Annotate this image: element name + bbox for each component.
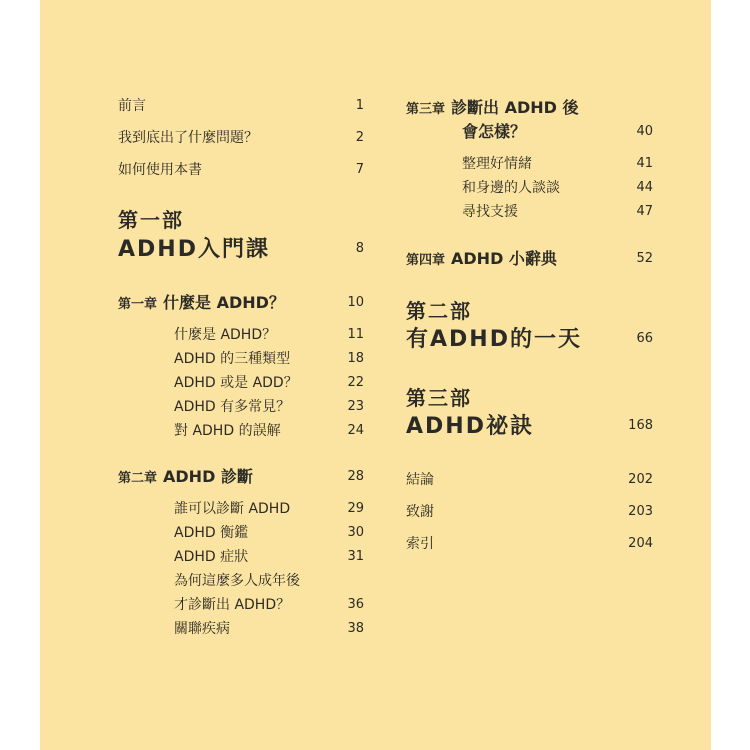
entry-page: 40	[636, 124, 653, 139]
toc-entry-conclusion[interactable]	[406, 468, 653, 492]
entry-title: 索引	[406, 536, 434, 552]
toc-subentry[interactable]	[118, 419, 364, 443]
chapter-title: 會怎樣？	[462, 122, 527, 141]
chapter-title: 什麼是 ADHD？	[163, 293, 285, 312]
entry-title: ADHD 的三種類型	[174, 351, 291, 367]
part-label: 第一部	[118, 208, 184, 232]
toc-chapter1[interactable]	[118, 291, 364, 315]
entry-page: 7	[355, 162, 364, 177]
entry-page: 1	[355, 98, 364, 113]
toc-subentry[interactable]	[118, 521, 364, 545]
part-title: ADHD祕訣	[406, 414, 534, 439]
toc-subentry[interactable]	[118, 617, 364, 641]
entry-title: 整理好情緒	[462, 156, 532, 172]
chapter-label: 第三章	[406, 102, 446, 117]
part-label: 第三部	[406, 386, 472, 410]
entry-page: 30	[347, 525, 364, 540]
toc-page	[40, 0, 711, 750]
entry-title: ADHD 衡鑑	[174, 525, 249, 541]
toc-entry-preface[interactable]	[118, 94, 364, 118]
toc-subentry[interactable]	[406, 176, 653, 200]
chapter-label: 第二章	[118, 471, 158, 486]
toc-chapter2[interactable]	[118, 465, 364, 489]
entry-title: 關聯疾病	[174, 621, 230, 637]
entry-title: 前言	[118, 98, 146, 114]
toc-part3[interactable]	[406, 414, 653, 440]
entry-page: 10	[347, 295, 364, 310]
toc-subentry[interactable]	[118, 371, 364, 395]
entry-title: 什麼是 ADHD？	[174, 327, 277, 343]
entry-page: 11	[347, 327, 364, 342]
toc-subentry[interactable]	[118, 593, 364, 617]
entry-title: 致謝	[406, 504, 434, 520]
entry-page: 202	[628, 472, 653, 487]
entry-page: 23	[347, 399, 364, 414]
entry-page: 36	[347, 597, 364, 612]
entry-title: 才診斷出 ADHD？	[174, 597, 291, 613]
toc-subentry[interactable]	[406, 200, 653, 224]
entry-page: 66	[636, 331, 653, 346]
entry-page: 204	[628, 536, 653, 551]
entry-title: 誰可以診斷 ADHD	[174, 501, 291, 517]
entry-page: 47	[636, 204, 653, 219]
toc-chapter4[interactable]	[406, 247, 653, 271]
toc-subentry[interactable]	[118, 347, 364, 371]
chapter-title: ADHD 診斷	[163, 467, 253, 486]
part-title: ADHD入門課	[118, 237, 270, 262]
toc-part1-label	[118, 207, 364, 233]
part-title: 有ADHD的一天	[406, 327, 582, 352]
toc-part2-label	[406, 298, 653, 324]
entry-title: 如何使用本書	[118, 162, 202, 178]
entry-title: ADHD 症狀	[174, 549, 249, 565]
part-label: 第二部	[406, 299, 472, 323]
toc-entry-index[interactable]	[406, 532, 653, 556]
toc-subentry[interactable]	[118, 497, 364, 521]
entry-title: ADHD 有多常見？	[174, 399, 291, 415]
entry-page: 18	[347, 351, 364, 366]
toc-subentry[interactable]	[118, 569, 364, 593]
entry-title: 結論	[406, 472, 434, 488]
entry-title: 為何這麼多人成年後	[174, 573, 300, 589]
entry-page: 38	[347, 621, 364, 636]
entry-page: 41	[636, 156, 653, 171]
toc-chapter3-line2[interactable]	[406, 120, 653, 144]
entry-title: 和身邊的人談談	[462, 180, 560, 196]
toc-entry-whats-wrong[interactable]	[118, 126, 364, 150]
entry-page: 28	[347, 469, 364, 484]
entry-page: 203	[628, 504, 653, 519]
toc-subentry[interactable]	[118, 545, 364, 569]
entry-title: 尋找支援	[462, 204, 518, 220]
entry-page: 2	[355, 130, 364, 145]
toc-entry-how-to-use[interactable]	[118, 158, 364, 182]
entry-title: 我到底出了什麼問題？	[118, 130, 258, 146]
entry-page: 24	[347, 423, 364, 438]
entry-page: 22	[347, 375, 364, 390]
entry-page: 52	[636, 251, 653, 266]
toc-chapter3[interactable]	[406, 96, 653, 120]
toc-subentry[interactable]	[118, 323, 364, 347]
toc-entry-acknowledgements[interactable]	[406, 500, 653, 524]
toc-part1[interactable]	[118, 237, 364, 263]
entry-title: ADHD 或是 ADD？	[174, 375, 298, 391]
toc-part3-label	[406, 385, 653, 411]
chapter-title: 診斷出 ADHD 後	[451, 98, 579, 117]
entry-page: 168	[628, 418, 653, 433]
entry-title: 對 ADHD 的誤解	[174, 423, 281, 439]
entry-page: 44	[636, 180, 653, 195]
entry-page: 31	[347, 549, 364, 564]
chapter-label: 第四章	[406, 253, 446, 268]
entry-page: 8	[355, 241, 364, 256]
chapter-label: 第一章	[118, 297, 158, 312]
toc-subentry[interactable]	[406, 152, 653, 176]
toc-subentry[interactable]	[118, 395, 364, 419]
chapter-title: ADHD 小辭典	[451, 249, 557, 268]
entry-page: 29	[347, 501, 364, 516]
toc-part2[interactable]	[406, 327, 653, 353]
